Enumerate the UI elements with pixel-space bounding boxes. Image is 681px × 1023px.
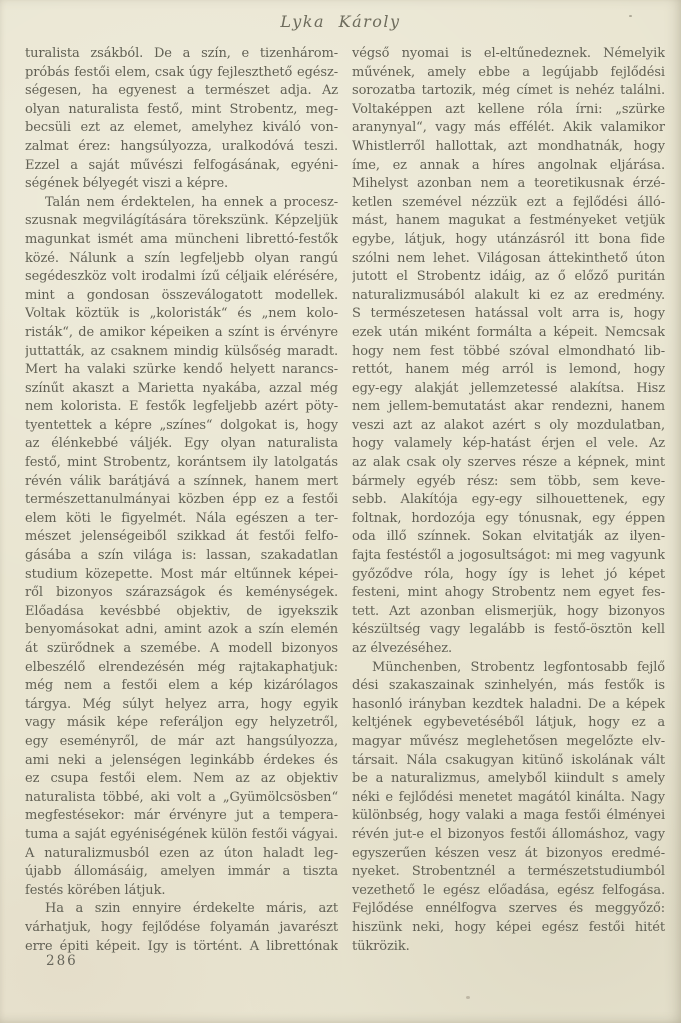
text-line: még nem a festői elem a kép kizárólagos	[25, 678, 338, 694]
text-line: művének, amely ebbe a legújabb fejlődési	[352, 64, 665, 80]
text-line: végső nyomai is el-eltűnedeznek. Némelyik	[352, 46, 665, 61]
text-line: győződve róla, hogy így is lehet jó képet	[352, 566, 665, 582]
text-line: Mert ha valaki szürke kendő helyett narancs-	[25, 362, 338, 378]
text-line: tett. Azt azonban elismerjük, hogy bizonyos	[352, 603, 665, 619]
text-line: hogy valamely kép-hatást érjen el vele. Az	[352, 436, 665, 452]
text-line: sebb. Alakítója egy-egy silhouettenek, egy	[352, 492, 665, 508]
text-line: ről bizonyos szárazságok és keménységek.	[25, 585, 338, 601]
text-line: foltnak, hordozója egy tónusnak, egy éppen	[352, 510, 665, 526]
text-line: Talán nem érdektelen, ha ennek a procesz-	[45, 194, 338, 210]
text-line: Mihelyst azonban nem a teoretikusnak érzé-	[352, 176, 665, 192]
text-line: mint a gondosan összeválogatott modellek.	[25, 287, 338, 303]
text-line: zalmat érez: hangsúlyozza, uralkodóvá teszi.	[25, 138, 338, 154]
text-line: keltjének egybevetéséből látjuk, hogy ez a	[352, 715, 665, 731]
text-line: Előadása kevésbbé objektiv, de igyekszik	[25, 603, 338, 619]
text-line: magyar művész meglehetősen megelőzte elv-	[352, 733, 665, 749]
text-line: olyan naturalista festő, mint Strobentz, meg-	[25, 101, 338, 117]
text-column-right	[352, 45, 665, 956]
text-line: ségének bélyegét viszi a képre.	[25, 176, 229, 192]
text-line: révén jut-e el bizonyos festői állomáshoz, vagy	[352, 826, 665, 842]
text-line: révén válik barátjává a színnek, hanem mert	[25, 473, 338, 489]
text-line: juttatták, az csaknem mindig külsőség maradt.	[25, 343, 338, 359]
text-line: dési szakaszainak szinhelyén, más festők is	[352, 678, 665, 694]
text-line: segédeszköz volt irodalmi ízű céljaik elérésére,	[25, 269, 338, 285]
text-line: S természetesen hatással volt arra is, hogy	[352, 306, 665, 322]
text-line: Whistlerről hallottak, azt mondhatnák, hogy	[352, 138, 665, 154]
text-line: rettót, hanem még arról is lemond, hogy	[352, 362, 665, 378]
text-line: becsüli ezt az elemet, amelyhez kiváló von-	[25, 120, 338, 136]
text-line: ezek után miként formálta a képeit. Nemcsak	[352, 324, 665, 340]
page-number: 286	[46, 953, 78, 969]
text-line: várhatjuk, hogy fejlődése folyamán javarészt	[25, 919, 338, 935]
text-line: egybe, látjuk, hogy utánzásról itt bona fide	[352, 231, 665, 247]
text-columns	[25, 45, 665, 956]
text-line: elem köti le figyelmét. Nála egészen a ter-	[25, 510, 338, 526]
text-line: újabb állomásáig, amelyen immár a tiszta	[25, 864, 338, 880]
text-line: A naturalizmusból ezen az úton haladt leg-	[25, 845, 338, 861]
text-line: Voltaképpen azt kellene róla írni: „szürke	[352, 101, 665, 117]
text-line: társait. Nála csakugyan kitünő iskolának vált	[352, 752, 665, 768]
text-line: studium közepette. Most már eltűnnek képei-	[25, 566, 338, 582]
text-line: közé. Nálunk a szín legfeljebb olyan rangú	[25, 250, 338, 266]
text-line: az élvezéséhez.	[352, 641, 453, 656]
text-line: jutott el Strobentz idáig, az ő előző puritán	[352, 269, 665, 285]
text-line: aranynyal“, vagy más effélét. Akik valamikor	[352, 120, 665, 136]
text-line: nyeket. Strobentznél a természetstudiumból	[352, 864, 665, 880]
text-line: megfestésekor: már érvényre jut a tempera-	[25, 808, 338, 824]
text-line: hasonló irányban kezdtek haladni. De a képek	[352, 696, 665, 712]
text-line: tárgya. Még súlyt helyez arra, hogy egyik	[25, 696, 338, 712]
text-line: oda illő színnek. Sokan elvitatják az ilyen-	[352, 529, 665, 545]
text-line: készültség vagy legalább is festő-ösztön kell	[352, 622, 665, 638]
text-line: át szürődnek a szemébe. A modell bizonyos	[25, 641, 338, 656]
text-line: ketlen szemével nézzük ezt a fejlődési álló-	[352, 194, 665, 210]
scan-speck	[466, 996, 470, 999]
text-line: festő, mint Strobentz, korántsem ily latolgatás	[25, 455, 338, 471]
text-line: mészet jelenségeiből szikkad át festői felfo-	[25, 529, 338, 545]
text-line: tuma a saját egyéniségének külön festői vágyai.	[25, 826, 338, 842]
text-line: Ezzel a saját művészi felfogásának, egyéni-	[25, 157, 338, 173]
text-line: Fejlődése ennélfogva szerves és meggyőző:	[352, 901, 665, 917]
text-line: veszi azt az alakot azért s oly mozdulatban,	[352, 417, 665, 433]
text-line: sorozatba tartozik, még címet is nehéz találni.	[352, 83, 665, 99]
text-column-left	[25, 45, 338, 956]
text-line: néki e fejlődési menetet magától kinálta. Nagy	[352, 789, 665, 805]
text-line: ami neki a jelenségen leginkább érdekes és	[25, 752, 338, 768]
text-line: Münchenben, Strobentz legfontosabb fejlő	[372, 659, 665, 675]
text-line: be a naturalizmus, amelyből kiindult s amely	[352, 771, 665, 787]
text-line: hogy nem fest többé szóval elmondható lib-	[352, 343, 665, 359]
text-line: Ha a szin ennyire érdekelte máris, azt	[45, 901, 338, 917]
text-line: vezethető le egész előadása, egész felfogása.	[352, 882, 665, 898]
text-line: hiszünk neki, hogy képei egész festői hitét	[352, 919, 665, 935]
text-line: risták“, de amikor képeiken a színt is érvényre	[25, 324, 338, 340]
text-line: festeni, mint ahogy Strobentz nem egyet fes-	[352, 585, 665, 601]
text-line: mást, hanem magukat a festményeket vetjük	[352, 213, 665, 229]
text-line: ez csupa festői elem. Nem az az objektiv	[25, 771, 338, 787]
text-line: benyomásokat adni, amint azok a szín elemén	[25, 622, 338, 638]
text-line: különbség, hogy valaki a maga festői élményei	[352, 808, 665, 824]
scan-speck	[663, 516, 665, 521]
text-line: szusnak megvilágítására törekszünk. Képzeljük	[25, 213, 338, 229]
running-head-author: Lyka Károly	[280, 12, 401, 31]
text-line: Voltak köztük is „koloristák“ és „nem kolo-	[25, 306, 338, 322]
text-line: fajta festéstől a jogosultságot: mi meg vagyunk	[352, 548, 665, 564]
text-line: nem kolorista. E festők legfeljebb azért pöty-	[25, 399, 338, 415]
scan-speck	[629, 15, 632, 17]
text-line: gásába a szín világa is: lassan, szakadatlan	[25, 548, 338, 564]
text-line: egyszerűen készen vesz át bizonyos eredmé-	[352, 845, 665, 861]
text-line: nem jellem-bemutatást akar rendezni, hanem	[352, 399, 665, 415]
text-line: próbás festői elem, csak úgy fejleszthető egész-	[25, 64, 338, 80]
text-line: természettanulmányai közben épp ez a festői	[25, 492, 338, 508]
text-line: tükrözik.	[352, 938, 410, 954]
text-line: színűt akaszt a Marietta nyakába, azzal még	[25, 380, 338, 396]
text-line: magunkat ismét ama müncheni librettó-festők	[25, 231, 338, 247]
text-line: íme, ez annak a híres angolnak eljárása.	[352, 157, 665, 173]
text-line: tyentettek a képre „színes“ dolgokat is, hogy	[25, 417, 338, 433]
text-line: naturalista többé, aki volt a „Gyümölcsösben“	[25, 789, 338, 805]
text-line: az élénkebbé váljék. Egy olyan naturalista	[25, 436, 338, 452]
text-line: elbeszélő elrendezésén még rajtakaphatjuk:	[25, 659, 338, 675]
text-line: festés körében látjuk.	[25, 882, 166, 898]
text-line: erre épiti képeit. Igy is történt. A librettónak	[25, 938, 338, 954]
text-line: egy eseményről, de már azt hangsúlyozza,	[25, 733, 338, 749]
text-line: ségesen, ha egyenest a természet adja. Az	[25, 83, 338, 99]
text-line: vagy másik képe referáljon egy helyzetről,	[25, 715, 338, 731]
text-line: egy-egy alakját jellemzetessé alakítsa. Hisz	[352, 380, 665, 396]
text-line: bármely egyéb rész: sem több, sem keve-	[352, 473, 665, 489]
text-line: turalista zsákból. De a szín, e tizenhárom-	[25, 46, 338, 61]
text-line: naturalizmusából alakult ki ez az eredmény.	[352, 287, 665, 303]
text-line: az alak csak oly szerves része a képnek, mint	[352, 455, 665, 471]
text-line: szólni nem lehet. Világosan áttekinthető úton	[352, 250, 665, 266]
